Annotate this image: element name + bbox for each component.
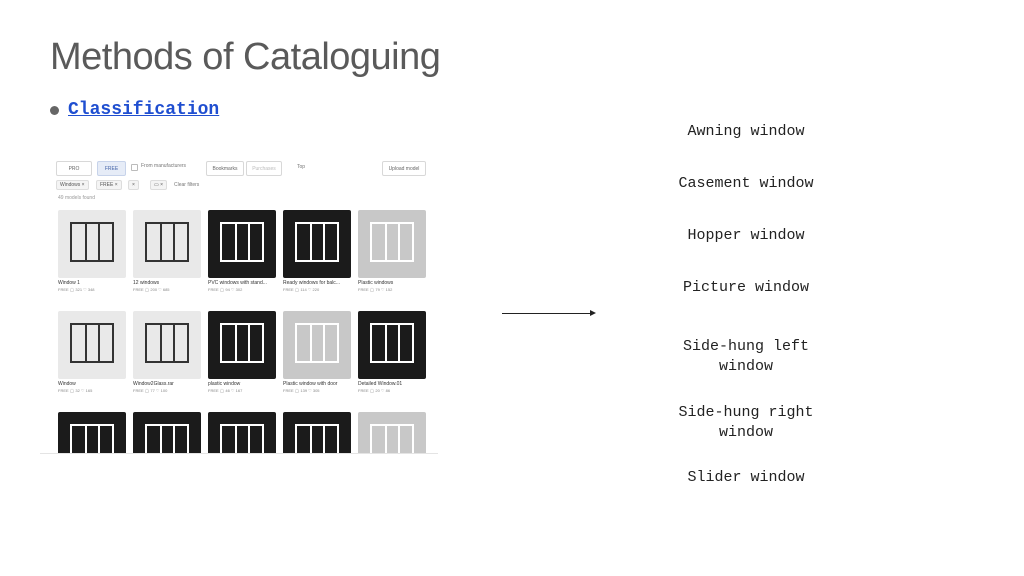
manufacturers-label: From manufacturers (141, 163, 187, 169)
bullet-item (50, 100, 219, 120)
window-thumbnail-icon (283, 412, 351, 454)
window-thumbnail-icon (58, 311, 126, 379)
model-stats: FREE ◯ 20 ♡ 86 (358, 388, 391, 393)
purchases-tab[interactable]: Purchases (246, 161, 282, 176)
catalog-screenshot (40, 152, 438, 454)
model-card[interactable] (58, 210, 126, 292)
chip-free[interactable]: FREE × (96, 180, 122, 190)
window-thumbnail-icon (358, 412, 426, 454)
model-name[interactable]: Window (58, 381, 76, 387)
arrow-head-icon (590, 310, 596, 316)
model-name[interactable]: Window 1 (58, 280, 80, 286)
window-type-label: Casement window (678, 175, 814, 192)
model-card[interactable] (283, 311, 351, 393)
model-name[interactable]: plastic window (208, 381, 241, 387)
model-card[interactable] (358, 210, 426, 292)
model-card[interactable] (58, 412, 126, 454)
model-name[interactable]: 12 windows (133, 280, 160, 286)
window-thumbnail-icon (358, 210, 426, 278)
arrow-line (502, 313, 594, 314)
model-stats: FREE ◯ 79 ♡ 152 (358, 287, 393, 292)
window-thumbnail-icon (133, 311, 201, 379)
model-card[interactable] (358, 412, 426, 454)
window-type-label: Picture window (682, 279, 810, 296)
bookmarks-tab[interactable]: Bookmarks (206, 161, 244, 176)
model-name[interactable]: Window2Glass.rar (133, 381, 174, 387)
model-name[interactable]: Ready windows for balc... (283, 280, 340, 286)
active-filters (56, 180, 426, 191)
model-stats: FREE ◯ 139 ♡ 305 (283, 388, 320, 393)
model-card[interactable] (58, 311, 126, 393)
results-count: 49 models found (58, 195, 95, 201)
window-thumbnail-icon (358, 311, 426, 379)
window-thumbnail-icon (208, 210, 276, 278)
window-thumbnail-icon (208, 311, 276, 379)
window-thumbnail-icon (133, 210, 201, 278)
clear-filters-link[interactable]: Clear filters (174, 182, 200, 188)
model-card[interactable] (133, 311, 201, 393)
sort-dropdown[interactable]: Top (297, 164, 306, 170)
chip-blank[interactable]: × (128, 180, 139, 190)
window-type-label: Slider window (687, 469, 805, 486)
model-stats: FREE ◯ 200 ♡ 685 (133, 287, 170, 292)
model-stats: FREE ◯ 32 ♡ 165 (58, 388, 93, 393)
model-card[interactable] (133, 210, 201, 292)
model-stats: FREE ◯ 321 ♡ 348 (58, 287, 95, 292)
manufacturers-checkbox[interactable] (131, 164, 138, 171)
chip-windows[interactable]: Windows × (56, 180, 89, 190)
model-card[interactable] (283, 412, 351, 454)
free-tab[interactable]: FREE (97, 161, 126, 176)
model-card[interactable] (208, 210, 276, 292)
classification-link[interactable]: Classification (68, 100, 220, 120)
window-type-label: Awning window (687, 123, 805, 140)
model-card[interactable] (208, 311, 276, 393)
model-name[interactable]: Plastic windows (358, 280, 394, 286)
model-stats: FREE ◯ 94 ♡ 302 (208, 287, 243, 292)
model-card[interactable] (283, 210, 351, 292)
chip-square[interactable]: ▭ × (150, 180, 167, 190)
window-thumbnail-icon (283, 210, 351, 278)
model-stats: FREE ◯ 46 ♡ 167 (208, 388, 243, 393)
model-card[interactable] (208, 412, 276, 454)
model-stats: FREE ◯ 77 ♡ 100 (133, 388, 168, 393)
bullet-icon (50, 106, 59, 115)
pro-tab[interactable]: PRO (56, 161, 92, 176)
window-thumbnail-icon (133, 412, 201, 454)
model-stats: FREE ◯ 114 ♡ 220 (283, 287, 320, 292)
model-card[interactable] (133, 412, 201, 454)
upload-model-button[interactable]: Upload model (382, 161, 426, 176)
window-thumbnail-icon (283, 311, 351, 379)
model-card[interactable] (358, 311, 426, 393)
model-name[interactable]: PVC windows with stand... (208, 280, 267, 286)
window-type-label: Side-hung left window (682, 338, 810, 375)
model-name[interactable]: Plastic window with door (283, 381, 338, 387)
window-thumbnail-icon (208, 412, 276, 454)
window-thumbnail-icon (58, 412, 126, 454)
window-type-label: Side-hung right window (678, 404, 814, 441)
window-type-label: Hopper window (687, 227, 805, 244)
window-thumbnail-icon (58, 210, 126, 278)
model-name[interactable]: Detailed Window.01 (358, 381, 403, 387)
slide-title: Methods of Cataloguing (50, 36, 441, 78)
filter-bar (56, 161, 426, 177)
